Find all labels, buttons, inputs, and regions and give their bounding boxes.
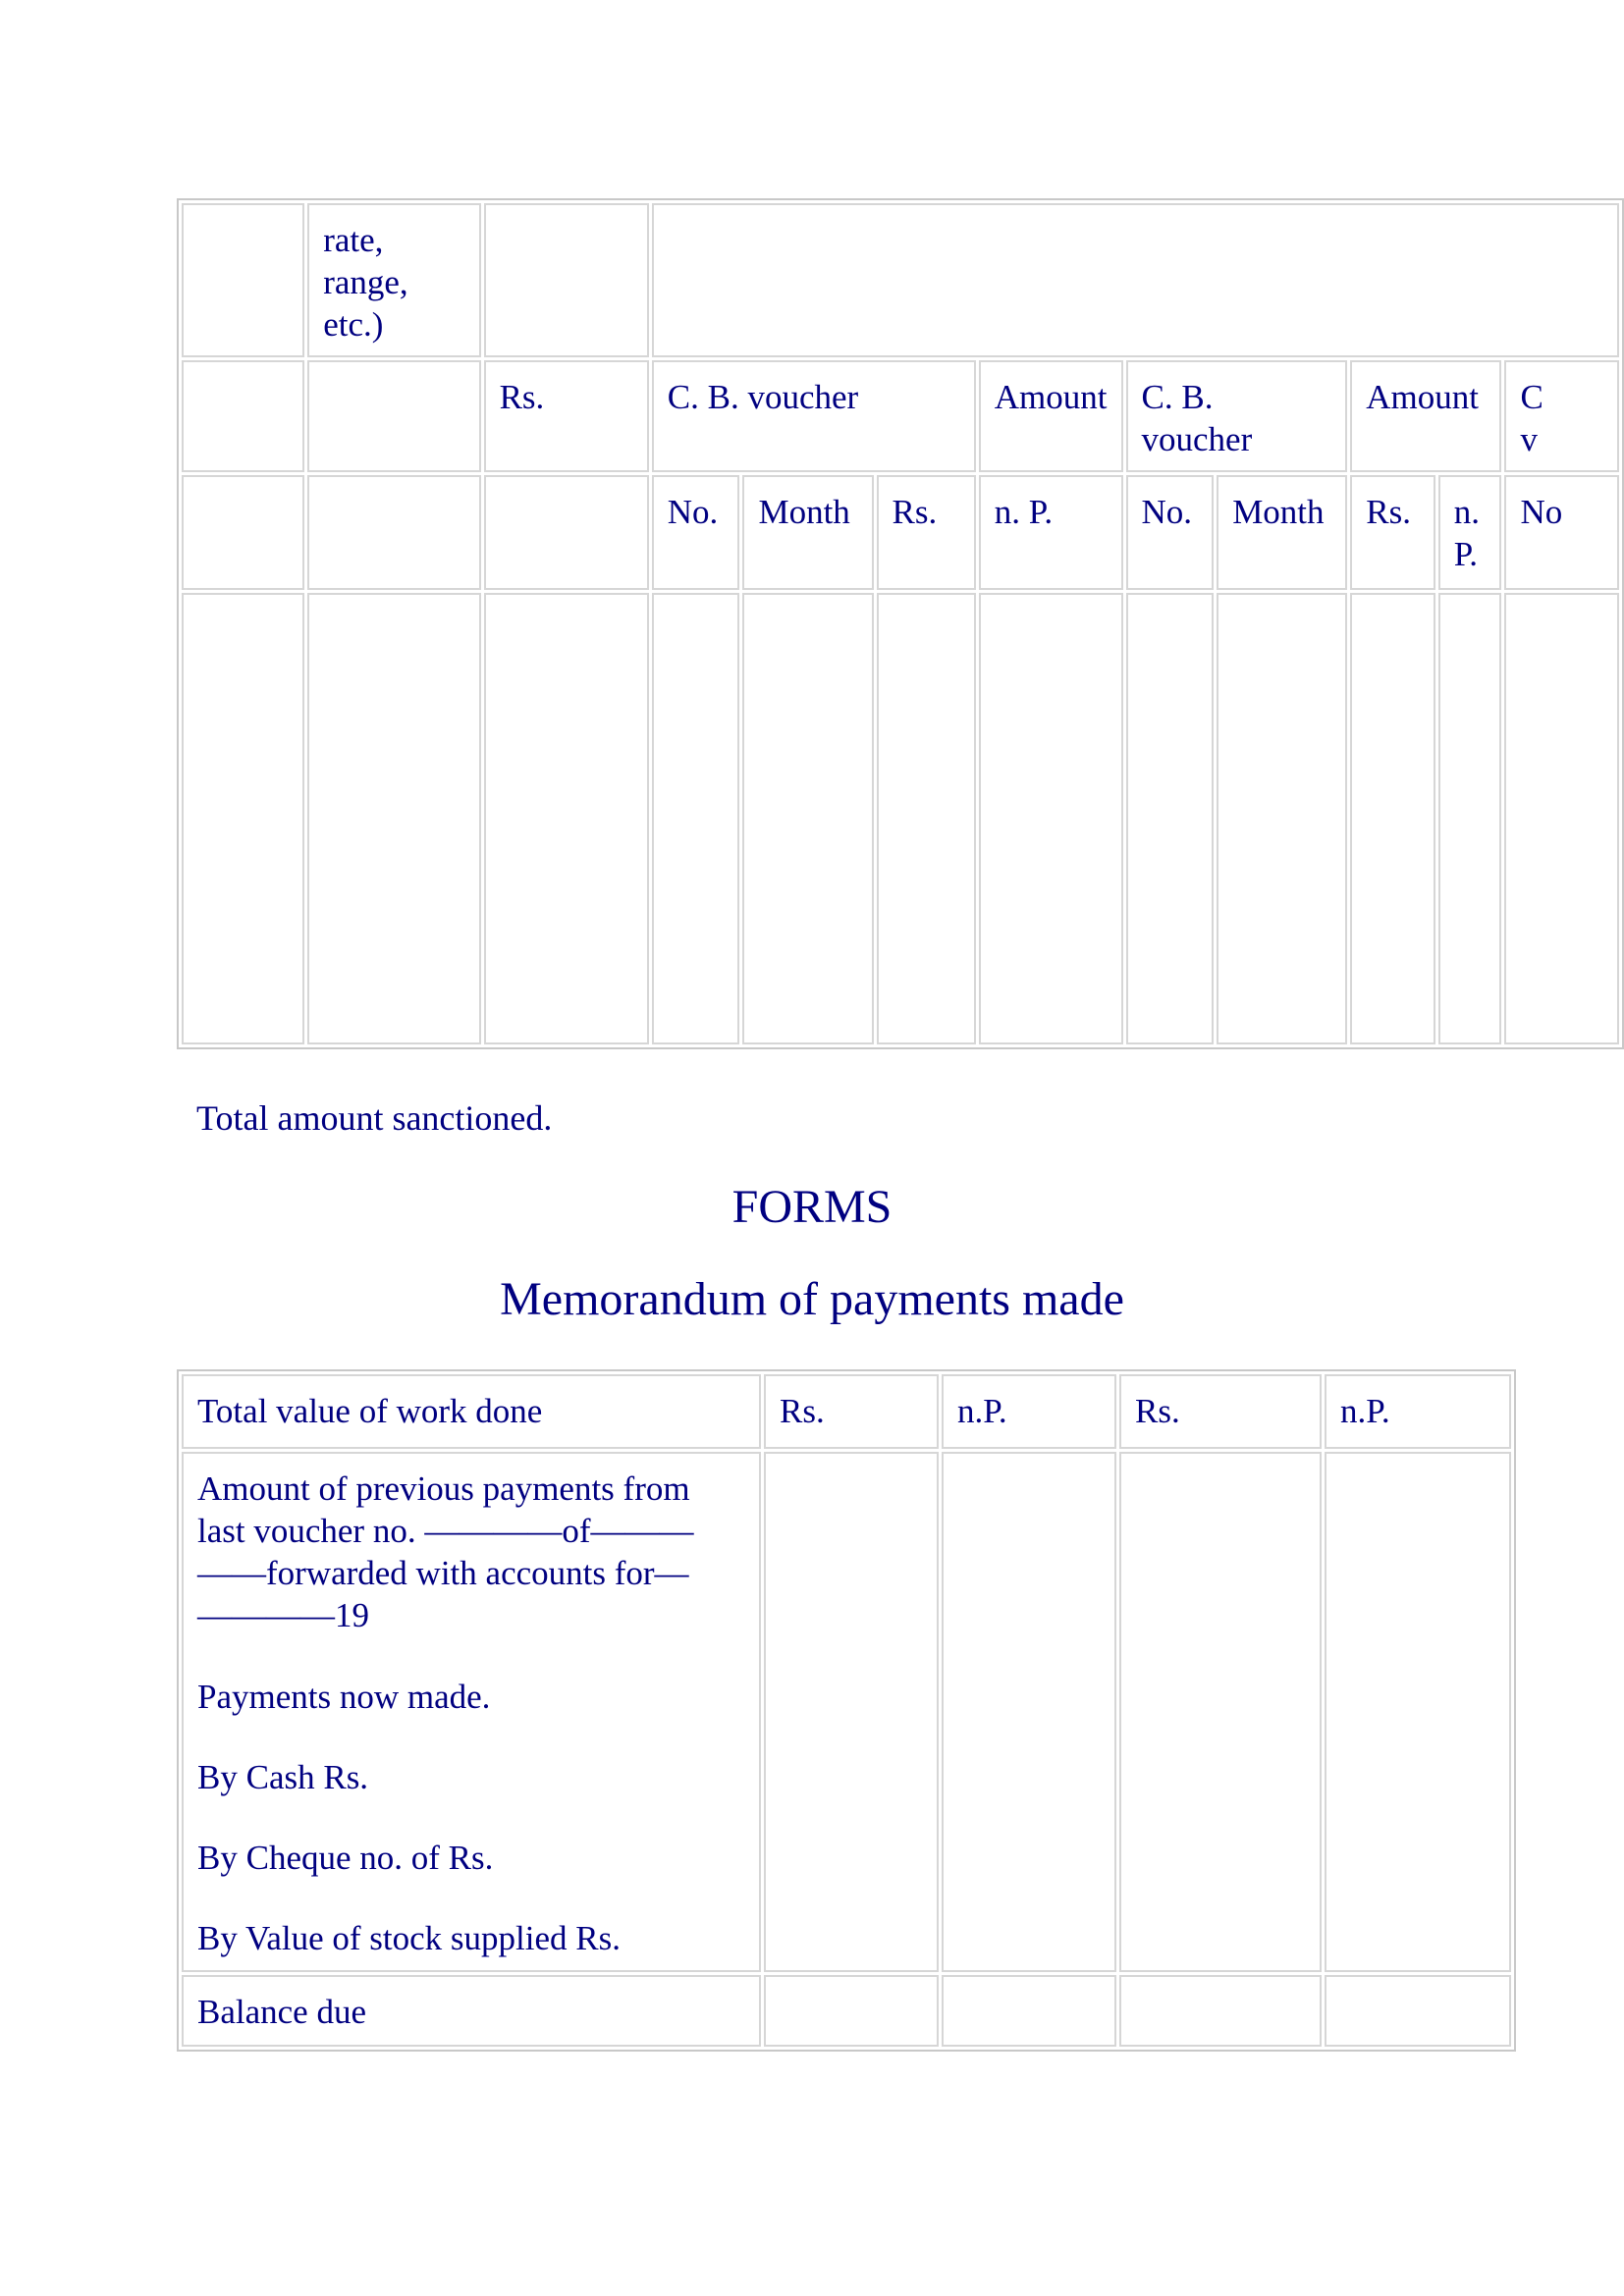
table-row [182, 593, 1619, 1044]
total-value-label: Total value of work done [182, 1374, 761, 1449]
table-row [182, 1452, 1511, 1972]
header-np-1: n. P. [979, 475, 1123, 590]
table-cell [1325, 1452, 1511, 1972]
table-cell [182, 360, 304, 472]
by-stock-text: By Value of stock supplied Rs. [197, 1919, 622, 1957]
header-cb-voucher-3: C v [1504, 360, 1619, 472]
table-cell [652, 203, 1619, 357]
header-rs-1: Rs. [764, 1374, 939, 1449]
header-np-1: n.P. [942, 1374, 1116, 1449]
header-month-2: Month [1217, 475, 1347, 590]
table-cell [764, 1452, 939, 1972]
table-cell [307, 360, 480, 472]
header-rs: Rs. [484, 360, 649, 472]
payments-now-text: Payments now made. [197, 1678, 491, 1716]
header-month-1: Month [742, 475, 873, 590]
table-row [182, 1975, 1511, 2047]
memorandum-table [177, 1369, 1516, 2052]
sanction-table [177, 198, 1624, 1049]
table-cell-rate-range: rate, range, etc.) [307, 203, 480, 357]
table-row [182, 1374, 1511, 1449]
table-cell [742, 593, 873, 1044]
table-cell [182, 203, 304, 357]
table-cell [877, 593, 976, 1044]
table-cell [942, 1452, 1116, 1972]
header-cb-voucher-2: C. B. voucher [1126, 360, 1348, 472]
header-rs-2: Rs. [1119, 1374, 1322, 1449]
table-cell [484, 475, 649, 590]
table-cell [652, 593, 740, 1044]
table-cell [979, 593, 1123, 1044]
table-cell [1504, 593, 1619, 1044]
table-cell [1119, 1452, 1322, 1972]
header-rs-1: Rs. [877, 475, 976, 590]
memorandum-heading: Memorandum of payments made [500, 1273, 1124, 1325]
total-amount-sanctioned: Total amount sanctioned. [196, 1098, 553, 1138]
header-no-3: No [1504, 475, 1619, 590]
table-cell [307, 593, 480, 1044]
table-cell [1217, 593, 1347, 1044]
table-cell [182, 593, 304, 1044]
header-amount-2: Amount [1350, 360, 1501, 472]
previous-payments-text: Amount of previous payments from last voucher no. ————of——— ——forwarded with accounts for— ————19 [197, 1469, 694, 1634]
table-cell [1325, 1975, 1511, 2047]
table-cell [484, 203, 649, 357]
payments-description [182, 1452, 761, 1972]
table-cell [1438, 593, 1502, 1044]
table-cell [1119, 1975, 1322, 2047]
balance-due-label: Balance due [182, 1975, 761, 2047]
header-amount-1: Amount [979, 360, 1123, 472]
header-np-2: n. P. [1438, 475, 1502, 590]
table-row [182, 475, 1619, 590]
by-cheque-text: By Cheque no. of Rs. [197, 1839, 494, 1877]
table-row [182, 360, 1619, 472]
forms-heading: FORMS [731, 1181, 893, 1233]
table-row [182, 203, 1619, 357]
table-cell [182, 475, 304, 590]
by-cash-text: By Cash Rs. [197, 1758, 369, 1796]
table-cell [307, 475, 480, 590]
table-cell [942, 1975, 1116, 2047]
table-cell [1350, 593, 1435, 1044]
header-cb-voucher-1: C. B. voucher [652, 360, 976, 472]
table-cell [1126, 593, 1215, 1044]
header-rs-2: Rs. [1350, 475, 1435, 590]
header-no-2: No. [1126, 475, 1215, 590]
table-cell [764, 1975, 939, 2047]
table-cell [484, 593, 649, 1044]
header-no-1: No. [652, 475, 740, 590]
header-np-2: n.P. [1325, 1374, 1511, 1449]
